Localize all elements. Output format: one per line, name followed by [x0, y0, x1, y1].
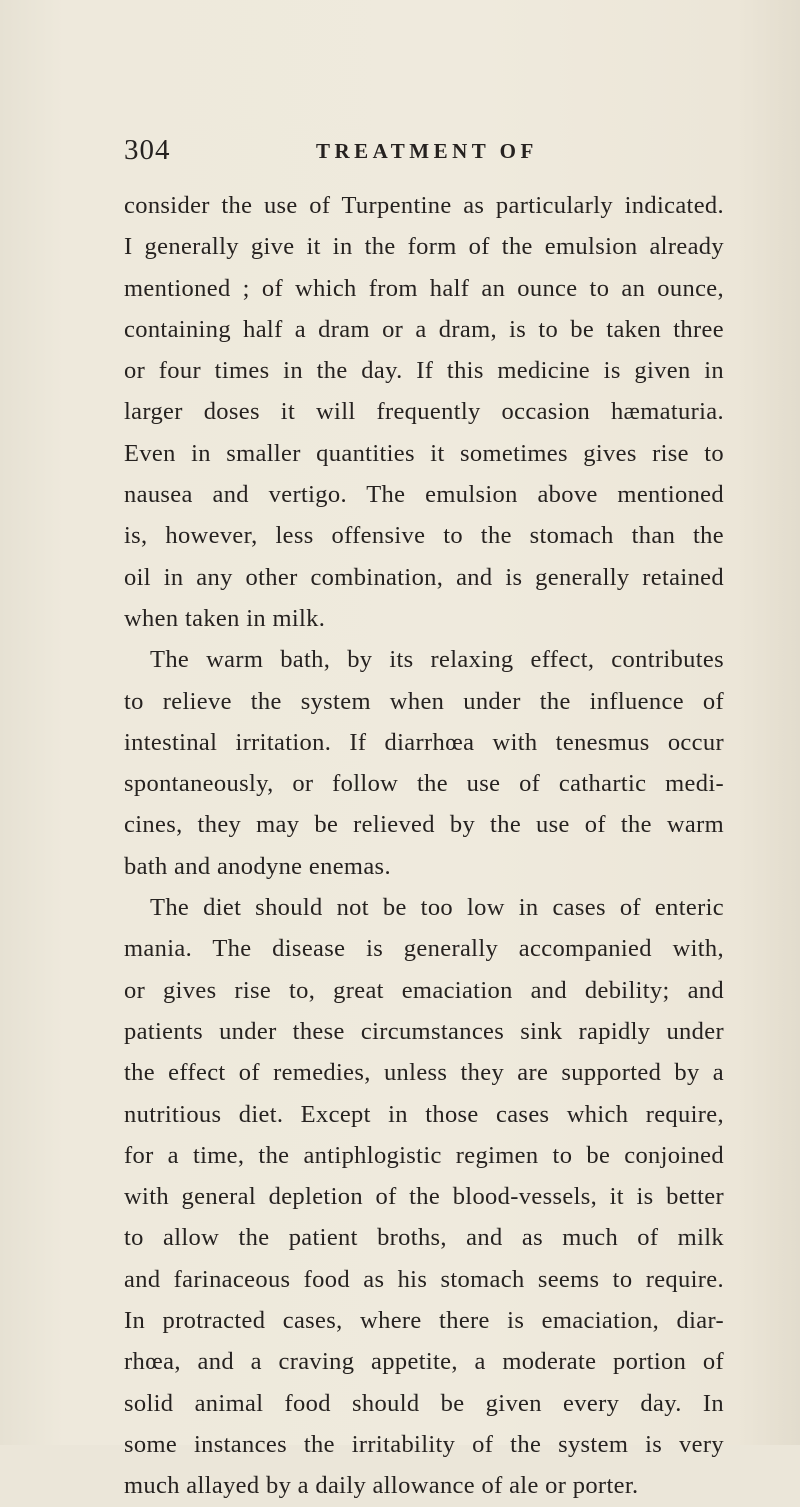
- text-line: rhœa, and a craving appetite, a moderate portion of: [124, 1348, 724, 1376]
- text-line: mania. The disease is generally accompanied with,: [124, 935, 724, 963]
- text-line: cines, they may be relieved by the use of the warm: [124, 811, 724, 839]
- text-line: when taken in milk.: [124, 604, 326, 632]
- body-text: [124, 185, 724, 1507]
- text-line: for a time, the antiphlogistic regimen to be conjoined: [124, 1141, 724, 1169]
- text-line: solid animal food should be given every day. In: [124, 1389, 724, 1417]
- text-line: spontaneously, or follow the use of cathartic medi-: [124, 770, 724, 798]
- running-head: TREATMENT OF: [316, 139, 538, 163]
- text-line: nausea and vertigo. The emulsion above mentioned: [124, 481, 724, 509]
- text-line: some instances the irritability of the system is very: [124, 1430, 724, 1458]
- page-header: [124, 130, 724, 170]
- text-line: consider the use of Turpentine as particularly indicated.: [124, 192, 724, 219]
- text-line: much allayed by a daily allowance of ale or porter.: [124, 1472, 639, 1500]
- text-line: to allow the patient broths, and as much of milk: [124, 1224, 724, 1252]
- text-line: to relieve the system when under the influence of: [124, 687, 724, 715]
- text-line: intestinal irritation. If diarrhœa with tenesmus occur: [124, 728, 724, 756]
- text-line: The diet should not be too low in cases of enteric: [150, 894, 724, 922]
- text-line: I generally give it in the form of the emulsion already: [124, 233, 724, 261]
- text-line: with general depletion of the blood-vessels, it is better: [124, 1183, 724, 1211]
- text-line: bath and anodyne enemas.: [124, 852, 391, 880]
- text-line: In protracted cases, where there is emaciation, diar-: [124, 1307, 724, 1335]
- text-line: or four times in the day. If this medicine is given in: [124, 357, 724, 385]
- text-line: mentioned ; of which from half an ounce to an ounce,: [124, 274, 724, 302]
- text-line: patients under these circumstances sink rapidly under: [124, 1017, 724, 1045]
- text-line: nutritious diet. Except in those cases which require,: [124, 1100, 724, 1128]
- text-line: Even in smaller quantities it sometimes gives rise to: [124, 439, 724, 467]
- text-line: The warm bath, by its relaxing effect, contributes: [150, 646, 724, 674]
- text-line: is, however, less offensive to the stomach than the: [124, 522, 724, 550]
- text-line: larger doses it will frequently occasion hæmaturia.: [124, 398, 724, 426]
- text-line: containing half a dram or a dram, is to be taken three: [124, 315, 724, 343]
- text-line: oil in any other combination, and is generally retained: [124, 563, 724, 591]
- text-line: the effect of remedies, unless they are supported by a: [124, 1059, 724, 1087]
- page-number: 304: [124, 134, 171, 166]
- text-line: or gives rise to, great emaciation and debility; and: [124, 976, 724, 1004]
- text-line: and farinaceous food as his stomach seems to require.: [124, 1265, 724, 1293]
